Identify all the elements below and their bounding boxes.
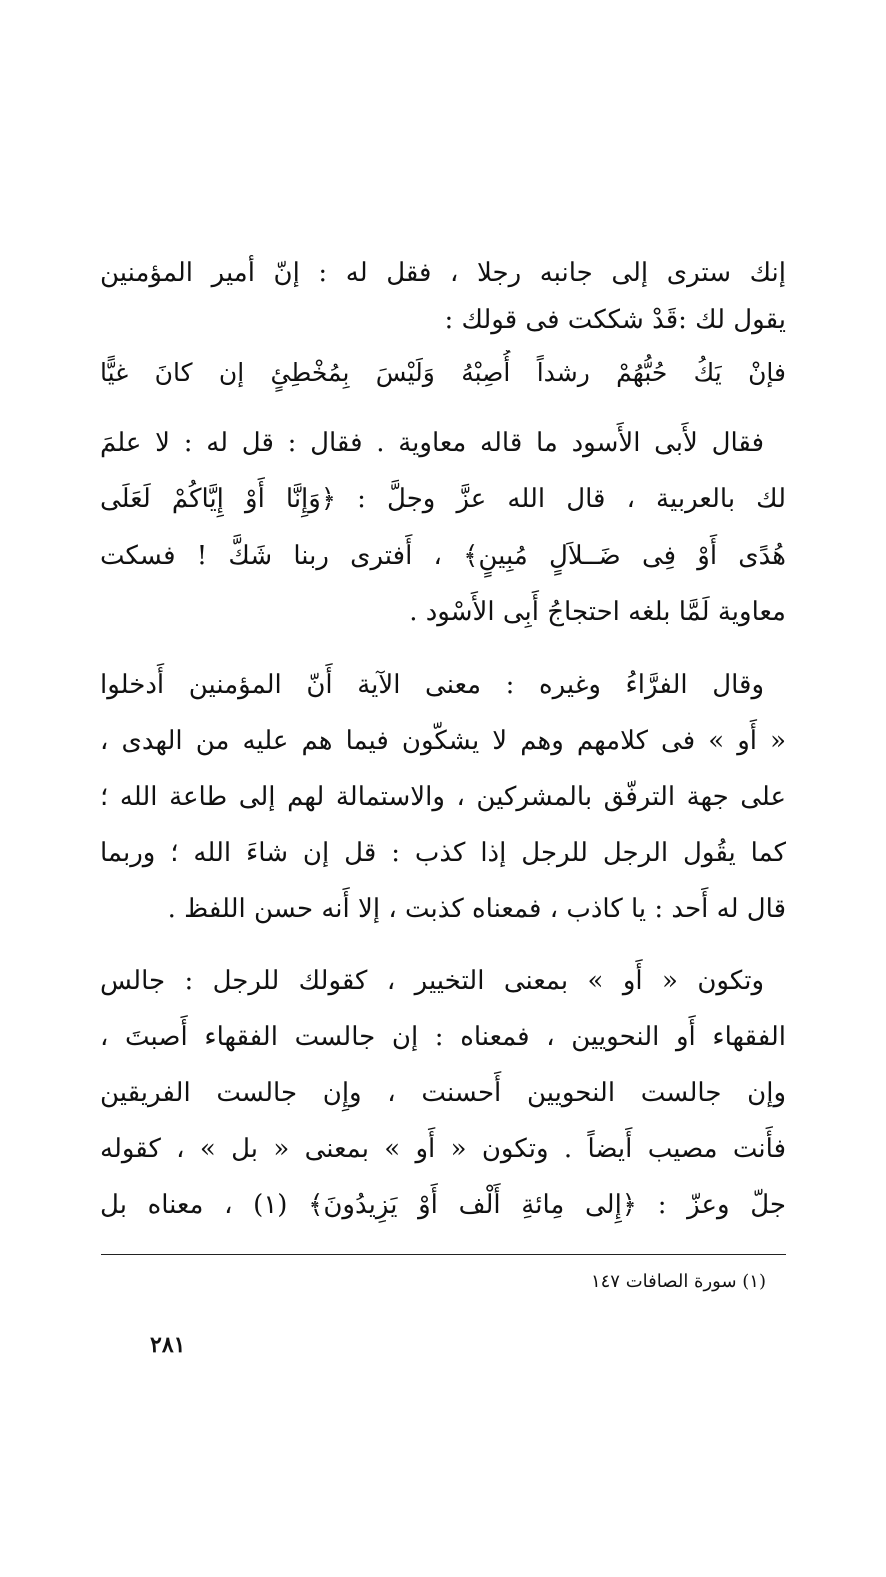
- text-line-16: فأَنت مصيب أَيضاً . وتكون « أَو » بمعنى « بل » ، كقوله: [100, 1134, 786, 1164]
- page-number: ٢٨١: [150, 1332, 186, 1358]
- text-line-17: جلّ وعزّ : ﴿إِلى مِائةِ أَلْف أَوْ يَزِيدُونَ﴾ (١) ، معناه بل: [100, 1190, 786, 1220]
- footnote: (١) سورة الصافات ١٤٧: [590, 1271, 766, 1292]
- text-line-14: الفقهاء أَو النحويين ، فمعناه : إن جالست الفقهاء أَصبتَ ،: [100, 1022, 786, 1052]
- text-line-5: لك بالعربية ، قال الله عزَّ وجلَّ : ﴿وَإِنَّا أَوْ إِيَّاكُمْ لَعَلَى: [100, 484, 786, 514]
- text-line-13: وتكون « أَو » بمعنى التخيير ، كقولك للرجل : جالس: [100, 966, 764, 996]
- text-line-7: معاوية لَمَّا بلغه احتجاجُ أَبِى الأَسْود .: [409, 597, 786, 627]
- text-line-9: « أَو » فى كلامهم وهم لا يشكّون فيما هم عليه من الهدى ،: [100, 726, 786, 756]
- text-line-15: وإن جالست النحويين أَحسنت ، وإِن جالست الفريقين: [100, 1078, 786, 1108]
- text-line-11: كما يقُول الرجل للرجل إذا كذب : قل إن شاءَ الله ؛ وربما: [100, 838, 786, 868]
- text-line-12: قال له أَحد : يا كاذب ، فمعناه كذبت ، إلا أَنه حسن اللفظ .: [167, 894, 786, 924]
- text-line-10: على جهة الترفّق بالمشركين ، والاستمالة لهم إلى طاعة الله ؛: [100, 782, 786, 812]
- text-line-6: هُدًى أَوْ فِى ضَــلاَلٍ مُبِينٍ﴾ ، أَفترى ربنا شَكَّ ! فسكت: [100, 541, 786, 571]
- poetry-verse: فإنْ يَكُ حُبُّهُمْ رشداً أُصِبْهُ وَلَيْسَ بِمُخْطِئٍ إن كانَ غيًّا: [100, 358, 786, 387]
- text-line-2: يقول لك :قَدْ شككت فى قولك :: [444, 305, 786, 335]
- text-line-1: إنك سترى إلى جانبه رجلا ، فقل له : إنّ أمير المؤمنين: [100, 258, 786, 288]
- footnote-divider: [101, 1254, 786, 1255]
- text-line-4: فقال لأَبى الأَسود ما قاله معاوية . فقال : قل له : لا علمَ: [100, 428, 764, 458]
- text-line-8: وقال الفرَّاءُ وغيره : معنى الآية أَنّ المؤمنين أَدخلوا: [100, 670, 764, 700]
